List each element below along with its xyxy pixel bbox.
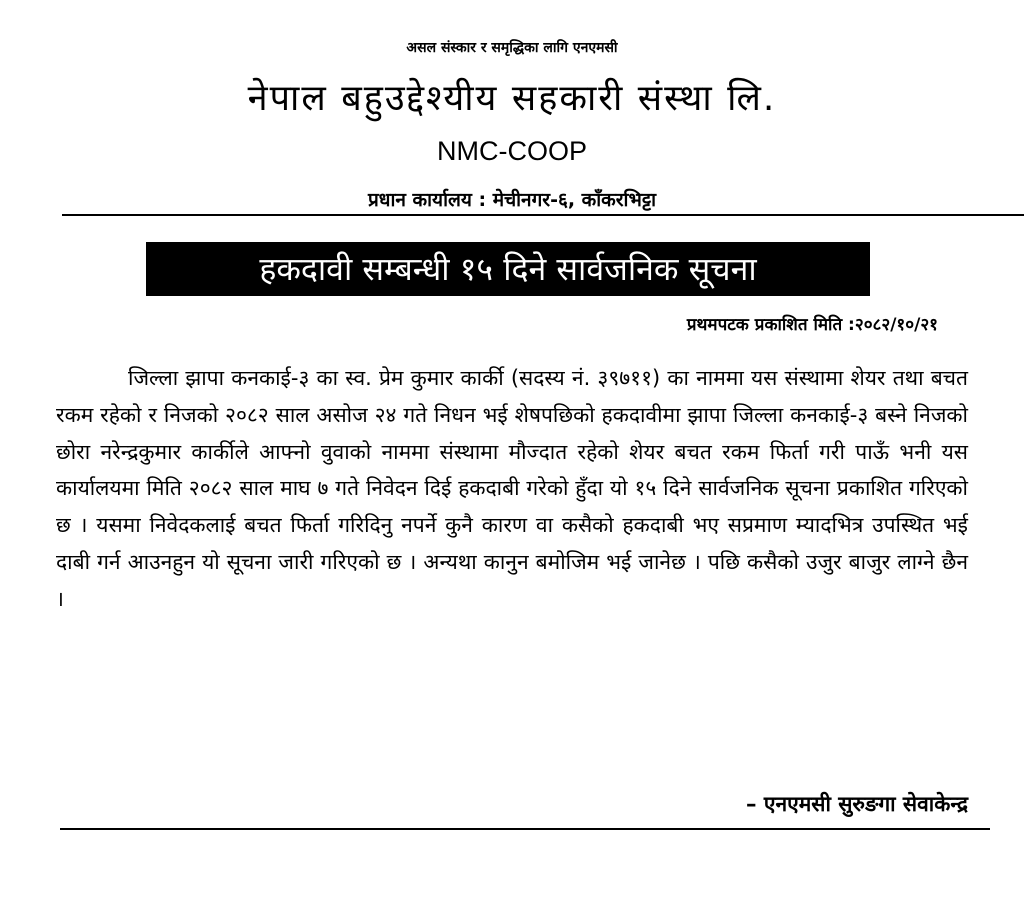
organization-name: नेपाल बहुउद्देश्यीय सहकारी संस्था लि.	[247, 78, 777, 119]
footer-divider	[60, 828, 990, 830]
notice-title: हकदावी सम्बन्धी १५ दिने सार्वजनिक सूचना	[146, 242, 870, 296]
signature: – एनएमसी सुरुङगा सेवाकेन्द्र	[746, 792, 968, 816]
publication-date: प्रथमपटक प्रकाशित मिति :२०८२/१०/२१	[686, 315, 938, 335]
head-office-address: प्रधान कार्यालय : मेचीनगर-६, काँकरभिट्टा	[367, 189, 657, 211]
tagline: असल संस्कार र समृद्धिका लागि एनएमसी	[406, 40, 618, 56]
organization-code: NMC-COOP	[437, 136, 587, 166]
header-divider	[62, 214, 1024, 216]
notice-body: जिल्ला झापा कनकाई-३ का स्व. प्रेम कुमार कार्की (सदस्य नं. ३९७११) का नाममा यस संस्थामा शेयर तथा बचत रकम रहेको र निजको २०८२ साल असोज २४ गते निधन भई शेषपछिको हकदावीमा झापा जिल्ला कनकाई-३ बस्ने निजको छोरा नरेन्द्रकुमार कार्कीले आफ्नो वुवाको नाममा संस्थामा मौज्दात रहेको शेयर बचत रकम फिर्ता गरी पाऊँ भनी यस कार्यालयमा मिति २०८२ साल माघ ७ गते निवेदन दिई हकदाबी गरेको हुँदा यो १५ दिने सार्वजनिक सूचना प्रकाशित गरिएको छ । यसमा निवेदकलाई बचत फिर्ता गरिदिनु नपर्ने कुनै कारण वा कसैको हकदाबी भए सप्रमाण म्यादभित्र उपस्थित भई दाबी गर्न आउनहुन यो सूचना जारी गरिएको छ । अन्यथा कानुन बमोजिम भई जानेछ । पछि कसैको उजुर बाजुर लाग्ने छैन ।	[56, 366, 968, 611]
